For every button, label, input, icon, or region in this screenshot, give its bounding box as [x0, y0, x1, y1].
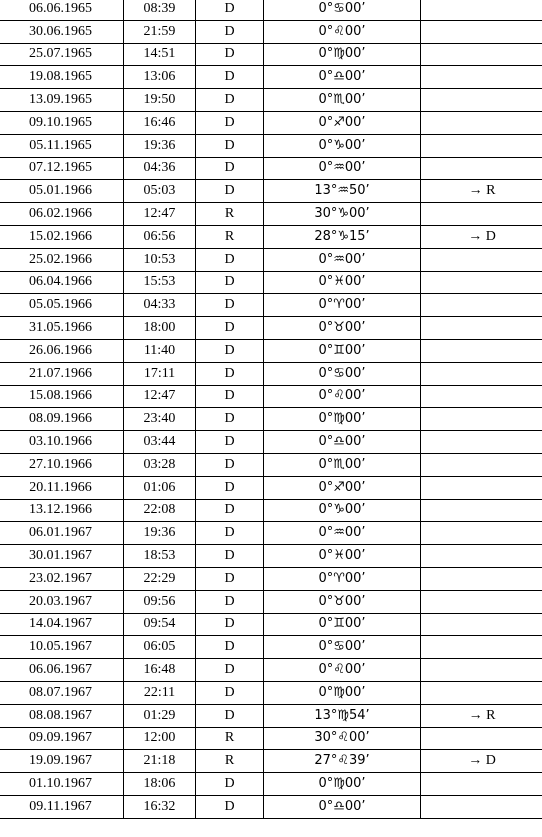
position-cell: 0°♉00’ [264, 590, 421, 613]
note-cell [421, 636, 542, 659]
table-row [0, 385, 542, 408]
position-cell: 0°♏00’ [264, 453, 421, 476]
time-cell: 16:46 [124, 111, 196, 134]
position-cell: 0°♍00’ [264, 773, 421, 796]
time-cell: 05:03 [124, 180, 196, 203]
time-cell: 12:47 [124, 385, 196, 408]
time-cell: 04:33 [124, 294, 196, 317]
date-cell: 14.04.1967 [0, 613, 124, 636]
position-cell: 0°♋00’ [264, 0, 421, 20]
table-row [0, 727, 542, 750]
time-cell: 19:50 [124, 89, 196, 112]
note-cell: → D [421, 750, 542, 773]
table-row [0, 522, 542, 545]
direction-cell: R [196, 225, 264, 248]
time-cell: 19:36 [124, 134, 196, 157]
table-row [0, 567, 542, 590]
date-cell: 30.06.1965 [0, 20, 124, 43]
position-cell: 0°♍00’ [264, 43, 421, 66]
time-cell: 22:08 [124, 499, 196, 522]
note-cell [421, 157, 542, 180]
time-cell: 10:53 [124, 248, 196, 271]
direction-cell: D [196, 362, 264, 385]
table-row [0, 180, 542, 203]
table-row [0, 408, 542, 431]
note-cell [421, 203, 542, 226]
date-cell: 31.05.1966 [0, 317, 124, 340]
table-row [0, 636, 542, 659]
note-cell [421, 659, 542, 682]
position-cell: 0°♎00’ [264, 431, 421, 454]
table-row [0, 704, 542, 727]
date-cell: 08.09.1966 [0, 408, 124, 431]
table-row [0, 431, 542, 454]
table-row [0, 681, 542, 704]
position-cell: 0°♊00’ [264, 613, 421, 636]
position-cell: 0°♋00’ [264, 362, 421, 385]
direction-cell: D [196, 590, 264, 613]
date-cell: 10.05.1967 [0, 636, 124, 659]
table-row [0, 750, 542, 773]
date-cell: 15.02.1966 [0, 225, 124, 248]
time-cell: 15:53 [124, 271, 196, 294]
table-row [0, 43, 542, 66]
time-cell: 19:36 [124, 522, 196, 545]
direction-cell: D [196, 453, 264, 476]
time-cell: 06:56 [124, 225, 196, 248]
date-cell: 19.08.1965 [0, 66, 124, 89]
time-cell: 14:51 [124, 43, 196, 66]
date-cell: 06.04.1966 [0, 271, 124, 294]
table-row [0, 0, 542, 20]
date-cell: 20.11.1966 [0, 476, 124, 499]
date-cell: 03.10.1966 [0, 431, 124, 454]
note-cell [421, 408, 542, 431]
position-cell: 0°♑00’ [264, 134, 421, 157]
table-row [0, 294, 542, 317]
time-cell: 22:29 [124, 567, 196, 590]
position-cell: 0°♉00’ [264, 317, 421, 340]
date-cell: 25.07.1965 [0, 43, 124, 66]
position-cell: 13°♍54’ [264, 704, 421, 727]
table-row [0, 203, 542, 226]
position-cell: 30°♌00’ [264, 727, 421, 750]
position-cell: 0°♌00’ [264, 659, 421, 682]
position-cell: 0°♓00’ [264, 545, 421, 568]
date-cell: 26.06.1966 [0, 339, 124, 362]
table-row [0, 590, 542, 613]
position-cell: 0°♎00’ [264, 66, 421, 89]
date-cell: 20.03.1967 [0, 590, 124, 613]
direction-cell: D [196, 385, 264, 408]
note-cell [421, 385, 542, 408]
date-cell: 13.12.1966 [0, 499, 124, 522]
date-cell: 13.09.1965 [0, 89, 124, 112]
position-cell: 0°♊00’ [264, 339, 421, 362]
direction-cell: D [196, 248, 264, 271]
direction-cell: D [196, 271, 264, 294]
position-cell: 0°♓00’ [264, 271, 421, 294]
table-row [0, 545, 542, 568]
table-row [0, 659, 542, 682]
note-cell [421, 613, 542, 636]
table-row [0, 317, 542, 340]
note-cell [421, 795, 542, 818]
date-cell: 06.01.1967 [0, 522, 124, 545]
time-cell: 18:00 [124, 317, 196, 340]
note-cell [421, 545, 542, 568]
date-cell: 06.02.1966 [0, 203, 124, 226]
time-cell: 03:44 [124, 431, 196, 454]
date-cell: 01.10.1967 [0, 773, 124, 796]
note-cell [421, 271, 542, 294]
table-row [0, 225, 542, 248]
time-cell: 04:36 [124, 157, 196, 180]
date-cell: 06.06.1965 [0, 0, 124, 20]
table-row [0, 795, 542, 818]
table-row [0, 476, 542, 499]
table-row [0, 248, 542, 271]
table-row [0, 339, 542, 362]
direction-cell: D [196, 476, 264, 499]
direction-cell: D [196, 339, 264, 362]
note-cell [421, 727, 542, 750]
time-cell: 03:28 [124, 453, 196, 476]
direction-cell: D [196, 704, 264, 727]
note-cell [421, 522, 542, 545]
direction-cell: D [196, 659, 264, 682]
position-cell: 0°♐00’ [264, 476, 421, 499]
table-row [0, 66, 542, 89]
date-cell: 15.08.1966 [0, 385, 124, 408]
time-cell: 13:06 [124, 66, 196, 89]
table-row [0, 453, 542, 476]
direction-cell: D [196, 567, 264, 590]
date-cell: 05.01.1966 [0, 180, 124, 203]
direction-cell: D [196, 43, 264, 66]
direction-cell: D [196, 294, 264, 317]
direction-cell: D [196, 613, 264, 636]
position-cell: 0°♍00’ [264, 408, 421, 431]
time-cell: 12:47 [124, 203, 196, 226]
date-cell: 06.06.1967 [0, 659, 124, 682]
time-cell: 06:05 [124, 636, 196, 659]
note-cell [421, 499, 542, 522]
direction-cell: D [196, 111, 264, 134]
note-cell [421, 0, 542, 20]
table-row [0, 613, 542, 636]
position-cell: 27°♌39’ [264, 750, 421, 773]
note-cell: → D [421, 225, 542, 248]
time-cell: 01:29 [124, 704, 196, 727]
date-cell: 23.02.1967 [0, 567, 124, 590]
direction-cell: D [196, 431, 264, 454]
note-cell [421, 339, 542, 362]
direction-cell: D [196, 499, 264, 522]
note-cell [421, 20, 542, 43]
table-row [0, 134, 542, 157]
position-cell: 0°♈00’ [264, 567, 421, 590]
table-row [0, 773, 542, 796]
time-cell: 09:54 [124, 613, 196, 636]
time-cell: 08:39 [124, 0, 196, 20]
table-row [0, 271, 542, 294]
direction-cell: D [196, 20, 264, 43]
direction-cell: D [196, 180, 264, 203]
table-row [0, 111, 542, 134]
note-cell [421, 134, 542, 157]
date-cell: 05.05.1966 [0, 294, 124, 317]
note-cell [421, 453, 542, 476]
position-cell: 0°♏00’ [264, 89, 421, 112]
time-cell: 01:06 [124, 476, 196, 499]
note-cell [421, 43, 542, 66]
direction-cell: D [196, 157, 264, 180]
direction-cell: D [196, 89, 264, 112]
time-cell: 11:40 [124, 339, 196, 362]
direction-cell: R [196, 203, 264, 226]
position-cell: 0°♌00’ [264, 385, 421, 408]
note-cell [421, 111, 542, 134]
direction-cell: D [196, 317, 264, 340]
direction-cell: D [196, 545, 264, 568]
table-row [0, 157, 542, 180]
note-cell [421, 681, 542, 704]
direction-cell: D [196, 408, 264, 431]
date-cell: 25.02.1966 [0, 248, 124, 271]
date-cell: 19.09.1967 [0, 750, 124, 773]
direction-cell: R [196, 727, 264, 750]
note-cell [421, 248, 542, 271]
note-cell [421, 362, 542, 385]
time-cell: 21:18 [124, 750, 196, 773]
date-cell: 09.10.1965 [0, 111, 124, 134]
note-cell [421, 66, 542, 89]
time-cell: 22:11 [124, 681, 196, 704]
direction-cell: D [196, 681, 264, 704]
note-cell [421, 567, 542, 590]
direction-cell: D [196, 636, 264, 659]
time-cell: 23:40 [124, 408, 196, 431]
position-cell: 0°♌00’ [264, 20, 421, 43]
position-cell: 0°♍00’ [264, 681, 421, 704]
position-cell: 0°♈00’ [264, 294, 421, 317]
date-cell: 08.07.1967 [0, 681, 124, 704]
position-cell: 13°♒50’ [264, 180, 421, 203]
time-cell: 18:53 [124, 545, 196, 568]
direction-cell: D [196, 773, 264, 796]
position-cell: 0°♒00’ [264, 157, 421, 180]
date-cell: 09.11.1967 [0, 795, 124, 818]
direction-cell: D [196, 522, 264, 545]
table-row [0, 89, 542, 112]
direction-cell: D [196, 0, 264, 20]
time-cell: 21:59 [124, 20, 196, 43]
position-cell: 0°♎00’ [264, 795, 421, 818]
date-cell: 21.07.1966 [0, 362, 124, 385]
note-cell [421, 294, 542, 317]
note-cell [421, 590, 542, 613]
direction-cell: R [196, 750, 264, 773]
position-cell: 28°♑15’ [264, 225, 421, 248]
position-cell: 0°♐00’ [264, 111, 421, 134]
date-cell: 05.11.1965 [0, 134, 124, 157]
note-cell [421, 317, 542, 340]
time-cell: 12:00 [124, 727, 196, 750]
note-cell [421, 476, 542, 499]
time-cell: 16:32 [124, 795, 196, 818]
time-cell: 17:11 [124, 362, 196, 385]
position-cell: 0°♒00’ [264, 522, 421, 545]
note-cell: → R [421, 180, 542, 203]
time-cell: 18:06 [124, 773, 196, 796]
table-row [0, 20, 542, 43]
time-cell: 16:48 [124, 659, 196, 682]
direction-cell: D [196, 795, 264, 818]
position-cell: 0°♑00’ [264, 499, 421, 522]
note-cell: → R [421, 704, 542, 727]
table-row [0, 362, 542, 385]
time-cell: 09:56 [124, 590, 196, 613]
date-cell: 07.12.1965 [0, 157, 124, 180]
table-row [0, 499, 542, 522]
date-cell: 08.08.1967 [0, 704, 124, 727]
position-cell: 0°♋00’ [264, 636, 421, 659]
date-cell: 09.09.1967 [0, 727, 124, 750]
date-cell: 27.10.1966 [0, 453, 124, 476]
date-cell: 30.01.1967 [0, 545, 124, 568]
position-cell: 30°♑00’ [264, 203, 421, 226]
direction-cell: D [196, 66, 264, 89]
note-cell [421, 431, 542, 454]
direction-cell: D [196, 134, 264, 157]
note-cell [421, 89, 542, 112]
note-cell [421, 773, 542, 796]
position-cell: 0°♒00’ [264, 248, 421, 271]
